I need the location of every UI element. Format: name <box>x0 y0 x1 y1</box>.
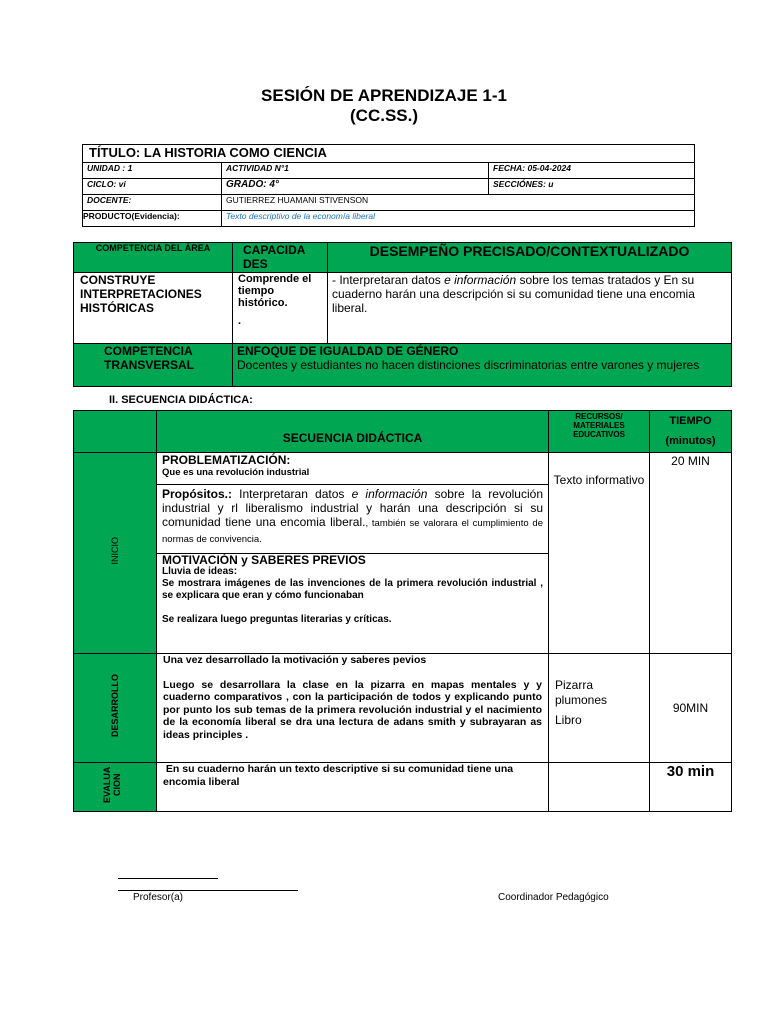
problematizacion-block <box>157 453 548 485</box>
propositos-text-em: e información <box>351 487 428 501</box>
enfoque-text: Docentes y estudiantes no hacen distinciones discriminatorias entre varones y mujeres <box>237 358 700 372</box>
signature-line-short <box>118 878 218 879</box>
capacidad-text: Comprende el tiempo histórico. <box>238 273 312 309</box>
propositos-text-a: Interpretaran datos <box>232 487 352 501</box>
desempeno-cell <box>328 273 732 344</box>
page-title: SESIÓN DE APRENDIZAJE 1-1 <box>261 86 507 105</box>
secuencia-table <box>73 410 732 812</box>
inicio-content <box>157 453 549 654</box>
unidad-cell: UNIDAD : 1 <box>83 163 222 179</box>
desempeno-text-a: Interpretaran datos <box>339 273 445 287</box>
capacidad-cell <box>233 273 328 344</box>
inicio-tiempo: 20 MIN <box>650 453 732 654</box>
propositos-small: , también se valorara el cumplimiento de normas de convivencia. <box>162 518 543 545</box>
competencias-table <box>73 242 732 387</box>
transversal-cell: COMPETENCIA TRANSVERSAL <box>74 344 233 387</box>
ciclo-cell: CICLO: vi <box>83 179 222 195</box>
evaluacion-text: En su cuaderno harán un texto descriptive si su comunidad tiene una encomia liberal <box>163 763 514 788</box>
evaluacion-label: EVALUA CION <box>102 766 122 803</box>
grado-cell: GRADO: 4° <box>222 179 489 195</box>
desempeno-dash: - <box>332 273 340 287</box>
desarrollo-label-cell <box>74 654 157 763</box>
evaluacion-tiempo: 30 min <box>650 763 732 812</box>
enfoque-cell <box>233 344 732 387</box>
header-capacidades: CAPACIDA DES <box>233 243 328 273</box>
motivacion-title: MOTIVACIÓN y SABERES PREVIOS <box>162 553 366 567</box>
evaluacion-content <box>157 763 549 812</box>
docente-value: GUTIERREZ HUAMANI STIVENSON <box>222 195 695 211</box>
recurso-plumones: plumones <box>555 693 608 707</box>
motivacion-text: Se mostrara imágenes de las invenciones de la primera revolución industrial , se explicara que eran y cómo funcionaban <box>162 578 543 601</box>
problematizacion-text: Que es una revolución industrial <box>162 467 310 478</box>
propositos-text-b: sobre la revolución industrial y rl liberalismo industrial y harán una descripción si su comunidad tiene una encomia liberal. <box>162 487 543 529</box>
desarrollo-recursos <box>549 654 650 763</box>
inicio-recursos: Texto informativo <box>549 453 650 654</box>
docente-label: DOCENTE: <box>83 195 222 211</box>
preguntas-text: Se realizara luego preguntas literarias y críticas. <box>162 614 392 625</box>
enfoque-title: ENFOQUE DE IGUALDAD DE GÉNERO <box>237 344 459 358</box>
fecha-cell: FECHA: 05-04-2024 <box>489 163 695 179</box>
inicio-label-cell <box>74 453 157 654</box>
producto-value: Texto descriptivo de la economía liberal <box>222 211 695 227</box>
propositos-label: Propósitos.: <box>162 487 233 501</box>
propositos-block <box>157 485 548 554</box>
secciones-cell: SECCIÓNES: u <box>489 179 695 195</box>
producto-label: PRODUCTO(Evidencia): <box>83 211 222 227</box>
section-heading: II. SECUENCIA DIDÁCTICA: <box>109 394 253 406</box>
header-secuencia: SECUENCIA DIDÁCTICA <box>157 411 549 453</box>
coordinador-label: Coordinador Pedagógico <box>498 892 609 903</box>
evaluacion-label-cell <box>74 763 157 812</box>
competencia-cell: CONSTRUYE INTERPRETACIONES HISTÓRICAS <box>74 273 233 344</box>
desempeno-text-em: e información <box>444 273 517 287</box>
recurso-libro: Libro <box>555 713 582 727</box>
lluvia-label: Lluvia de ideas: <box>162 566 238 577</box>
actividad-cell: ACTIVIDAD N°1 <box>222 163 489 179</box>
desarrollo-content <box>157 654 549 763</box>
header-competencia: COMPETENCIA DEL ÁREA <box>74 243 233 273</box>
desarrollo-p2: Luego se desarrollara la clase en la pizarra en mapas mentales y y cuaderno comparativos , con la participación de todos y explicando punto por punto los sub temas de la primera revolución industrial y el nacimiento de la economía liberal se dra una lectura de adans smith y subrayaran as ideas principles . <box>163 678 542 741</box>
capacidad-dot: . <box>238 315 242 327</box>
recurso-pizarra: Pizarra <box>555 678 594 692</box>
page-subtitle: (CC.SS.) <box>350 106 418 125</box>
desempeno-text-b: sobre los temas tratados y En su cuaderno harán una descripción si su comunidad tiene una encomia liberal. <box>332 273 695 315</box>
problematizacion-title: PROBLEMATIZACIÓN: <box>162 453 291 467</box>
titulo-cell: TÍTULO: LA HISTORIA COMO CIENCIA <box>83 145 695 163</box>
inicio-label: INICIO <box>110 536 120 565</box>
motivacion-block <box>157 554 548 626</box>
header-tiempo-label: TIEMPO <box>669 415 712 427</box>
profesor-label: Profesor(a) <box>133 892 184 903</box>
info-table <box>82 144 695 227</box>
desarrollo-p1: Una vez desarrollado la motivación y saberes pevios <box>163 654 427 666</box>
desarrollo-label: DESARROLLO <box>110 674 120 737</box>
header-desempeno: DESEMPEÑO PRECISADO/CONTEXTUALIZADO <box>328 243 732 273</box>
desarrollo-tiempo: 90MIN <box>650 654 732 763</box>
evaluacion-recursos <box>549 763 650 812</box>
header-minutos-label: (minutos) <box>665 435 716 447</box>
signature-line-profesor <box>118 890 298 891</box>
header-recursos: RECURSOS/ MATERIALES EDUCATIVOS <box>549 411 650 453</box>
header-tiempo <box>650 411 732 453</box>
header-blank <box>74 411 157 453</box>
